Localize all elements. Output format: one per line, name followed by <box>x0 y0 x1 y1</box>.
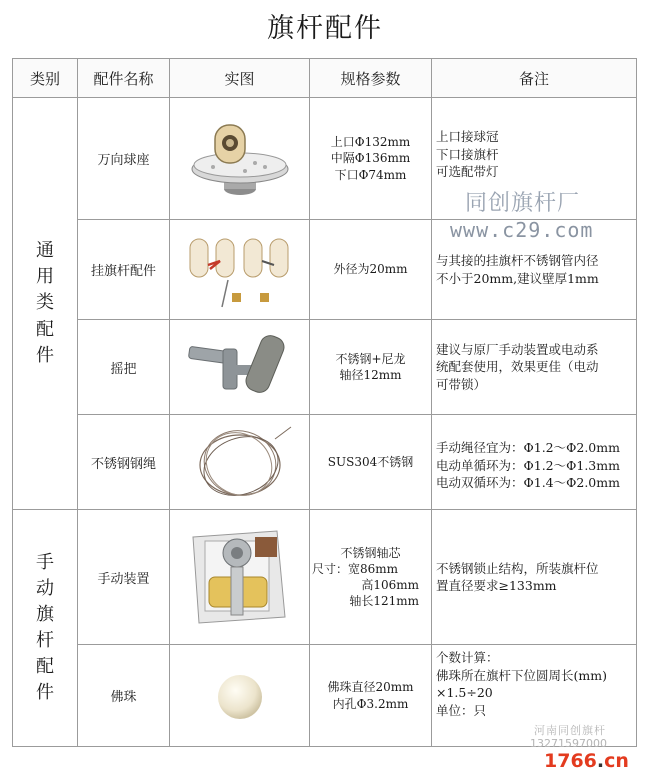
note-cell: 与其接的挂旗杆不锈钢管内径 不小于20mm,建议壁厚1mm <box>432 220 637 320</box>
spec-cell: 不锈钢+尼龙 轴径12mm <box>310 320 432 415</box>
spec-cell: SUS304不锈钢 <box>310 415 432 510</box>
part-name: 佛珠 <box>78 645 170 747</box>
part-name: 不锈钢钢绳 <box>78 415 170 510</box>
watermark-brand-suffix: cn <box>604 750 629 772</box>
watermark-brand <box>544 750 629 772</box>
spec-cell: 不锈钢轴芯 尺寸：宽86mm 高106mm 轴长121mm <box>310 510 432 645</box>
spec-cell: 外径为20mm <box>310 220 432 320</box>
watermark-brand-dot: . <box>596 750 605 772</box>
part-name: 万向球座 <box>78 98 170 220</box>
header-spec: 规格参数 <box>310 59 432 98</box>
parts-table <box>12 58 637 747</box>
note-cell: 不锈钢锁止结构，所装旗杆位 置直径要求≥133mm <box>432 510 637 645</box>
part-name: 手动装置 <box>78 510 170 645</box>
steel-wire-rope-icon <box>170 415 310 510</box>
table-row <box>13 415 637 510</box>
universal-ball-seat-icon <box>170 98 310 220</box>
header-photo: 实图 <box>170 59 310 98</box>
watermark-brand-number: 1766 <box>544 750 597 772</box>
watermark-site: www.c29.com <box>450 218 594 242</box>
header-category: 类别 <box>13 59 78 98</box>
spec-cell: 上口Φ132mm 中隔Φ136mm 下口Φ74mm <box>310 98 432 220</box>
flag-hanging-fittings-icon <box>170 220 310 320</box>
part-name: 挂旗杆配件 <box>78 220 170 320</box>
nylon-bead-icon <box>170 645 310 747</box>
note-cell: 建议与原厂手动装置或电动系 统配套使用，效果更佳（电动 可带锁） <box>432 320 637 415</box>
note-cell: 上口接球冠 下口接旗杆 可选配带灯 <box>432 98 637 220</box>
table-header-row <box>13 59 637 98</box>
category-general: 通 用 类 配 件 <box>13 98 78 510</box>
spec-cell: 佛珠直径20mm 内孔Φ3.2mm <box>310 645 432 747</box>
watermark-phone: 13271597000 <box>530 737 607 750</box>
manual-winch-icon <box>170 510 310 645</box>
crank-handle-icon <box>170 320 310 415</box>
category-manual: 手 动 旗 杆 配 件 <box>13 510 78 747</box>
table-row <box>13 510 637 645</box>
page-title: 旗杆配件 <box>267 13 383 44</box>
note-cell: 手动绳径宜为：Φ1.2～Φ2.0mm 电动单循环为：Φ1.2～Φ1.3mm 电动双循环为：Φ1.4～Φ2.0mm <box>432 415 637 510</box>
header-note: 备注 <box>432 59 637 98</box>
part-name: 摇把 <box>78 320 170 415</box>
watermark-company-full: 河南同创旗杆 <box>534 724 606 737</box>
note-cell: 个数计算： 佛珠所在旗杆下位圆周长(mm) ×1.5÷20 单位：只 <box>432 645 637 747</box>
table-row <box>13 320 637 415</box>
header-part-name: 配件名称 <box>78 59 170 98</box>
watermark-company: 同创旗杆厂 <box>465 191 581 216</box>
